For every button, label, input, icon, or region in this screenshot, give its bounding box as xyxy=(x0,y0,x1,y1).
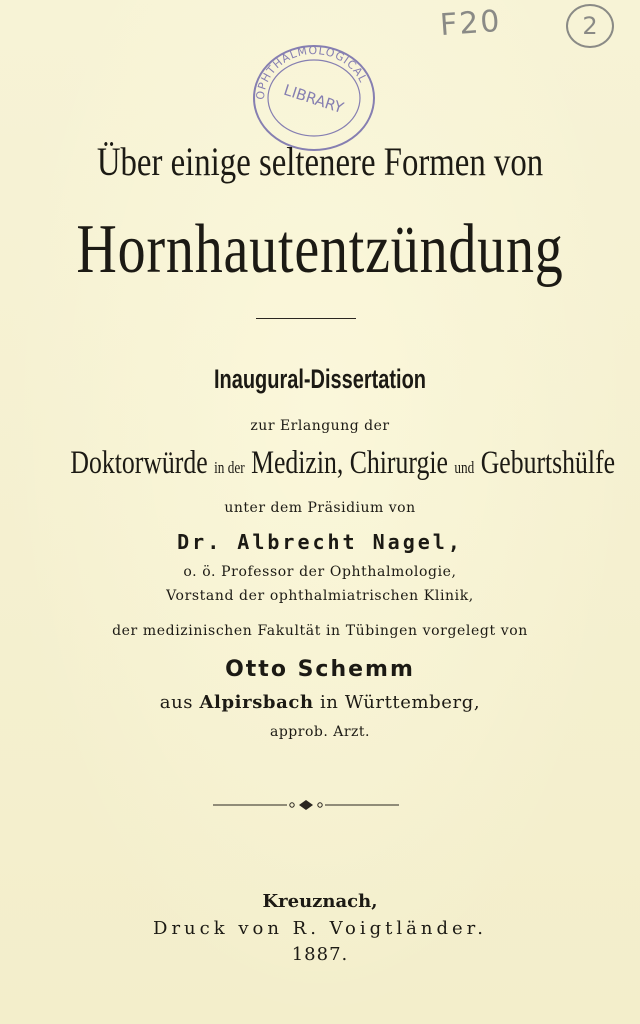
imprint-printer: Druck von R. Voigtländer. xyxy=(153,918,487,939)
stamp-ring-text: OPHTHALMOLOGICAL xyxy=(253,43,370,101)
degree-line xyxy=(70,445,616,482)
origin-suffix: in Württemberg, xyxy=(319,692,481,713)
faculty-line: der medizinischen Fakultät in Tübingen vorgelegt von xyxy=(112,623,528,639)
professor-title: o. ö. Professor der Ophthalmologie, xyxy=(183,564,457,580)
origin-town: Alpirsbach xyxy=(199,692,314,713)
author-name: Otto Schemm xyxy=(225,657,415,682)
author-qualification: approb. Arzt. xyxy=(269,724,370,740)
circled-number-annotation xyxy=(566,4,614,48)
circled-number: 2 xyxy=(582,12,598,40)
purpose-line: zur Erlangung der xyxy=(250,418,390,434)
title-divider xyxy=(256,318,356,319)
imprint-year: 1887. xyxy=(291,944,349,965)
origin-prefix: aus xyxy=(159,692,194,713)
ornamental-rule xyxy=(213,799,399,811)
presidium-line: unter dem Präsidium von xyxy=(224,500,416,516)
stamp-center-text: LIBRARY xyxy=(281,80,346,118)
title-line-1: Über einige seltenere Formen von xyxy=(96,139,544,184)
title-line-2: Hornhautentzündung xyxy=(76,211,564,288)
library-stamp xyxy=(244,38,382,152)
president-name: Dr. Albrecht Nagel, xyxy=(177,530,463,554)
dissertation-heading: Inaugural-Dissertation xyxy=(213,364,427,394)
imprint-place: Kreuznach, xyxy=(262,891,378,912)
author-origin xyxy=(0,692,640,713)
shelfmark-annotation: F20 xyxy=(438,3,503,44)
degree-part-2: Medizin, Chirurgie xyxy=(251,445,448,481)
degree-in-der: in der xyxy=(214,458,245,477)
director-title: Vorstand der ophthalmiatrischen Klinik, xyxy=(166,588,474,604)
degree-part-1: Doktorwürde xyxy=(70,445,208,481)
degree-und: und xyxy=(454,458,475,477)
degree-part-3: Geburtshülfe xyxy=(480,445,616,481)
